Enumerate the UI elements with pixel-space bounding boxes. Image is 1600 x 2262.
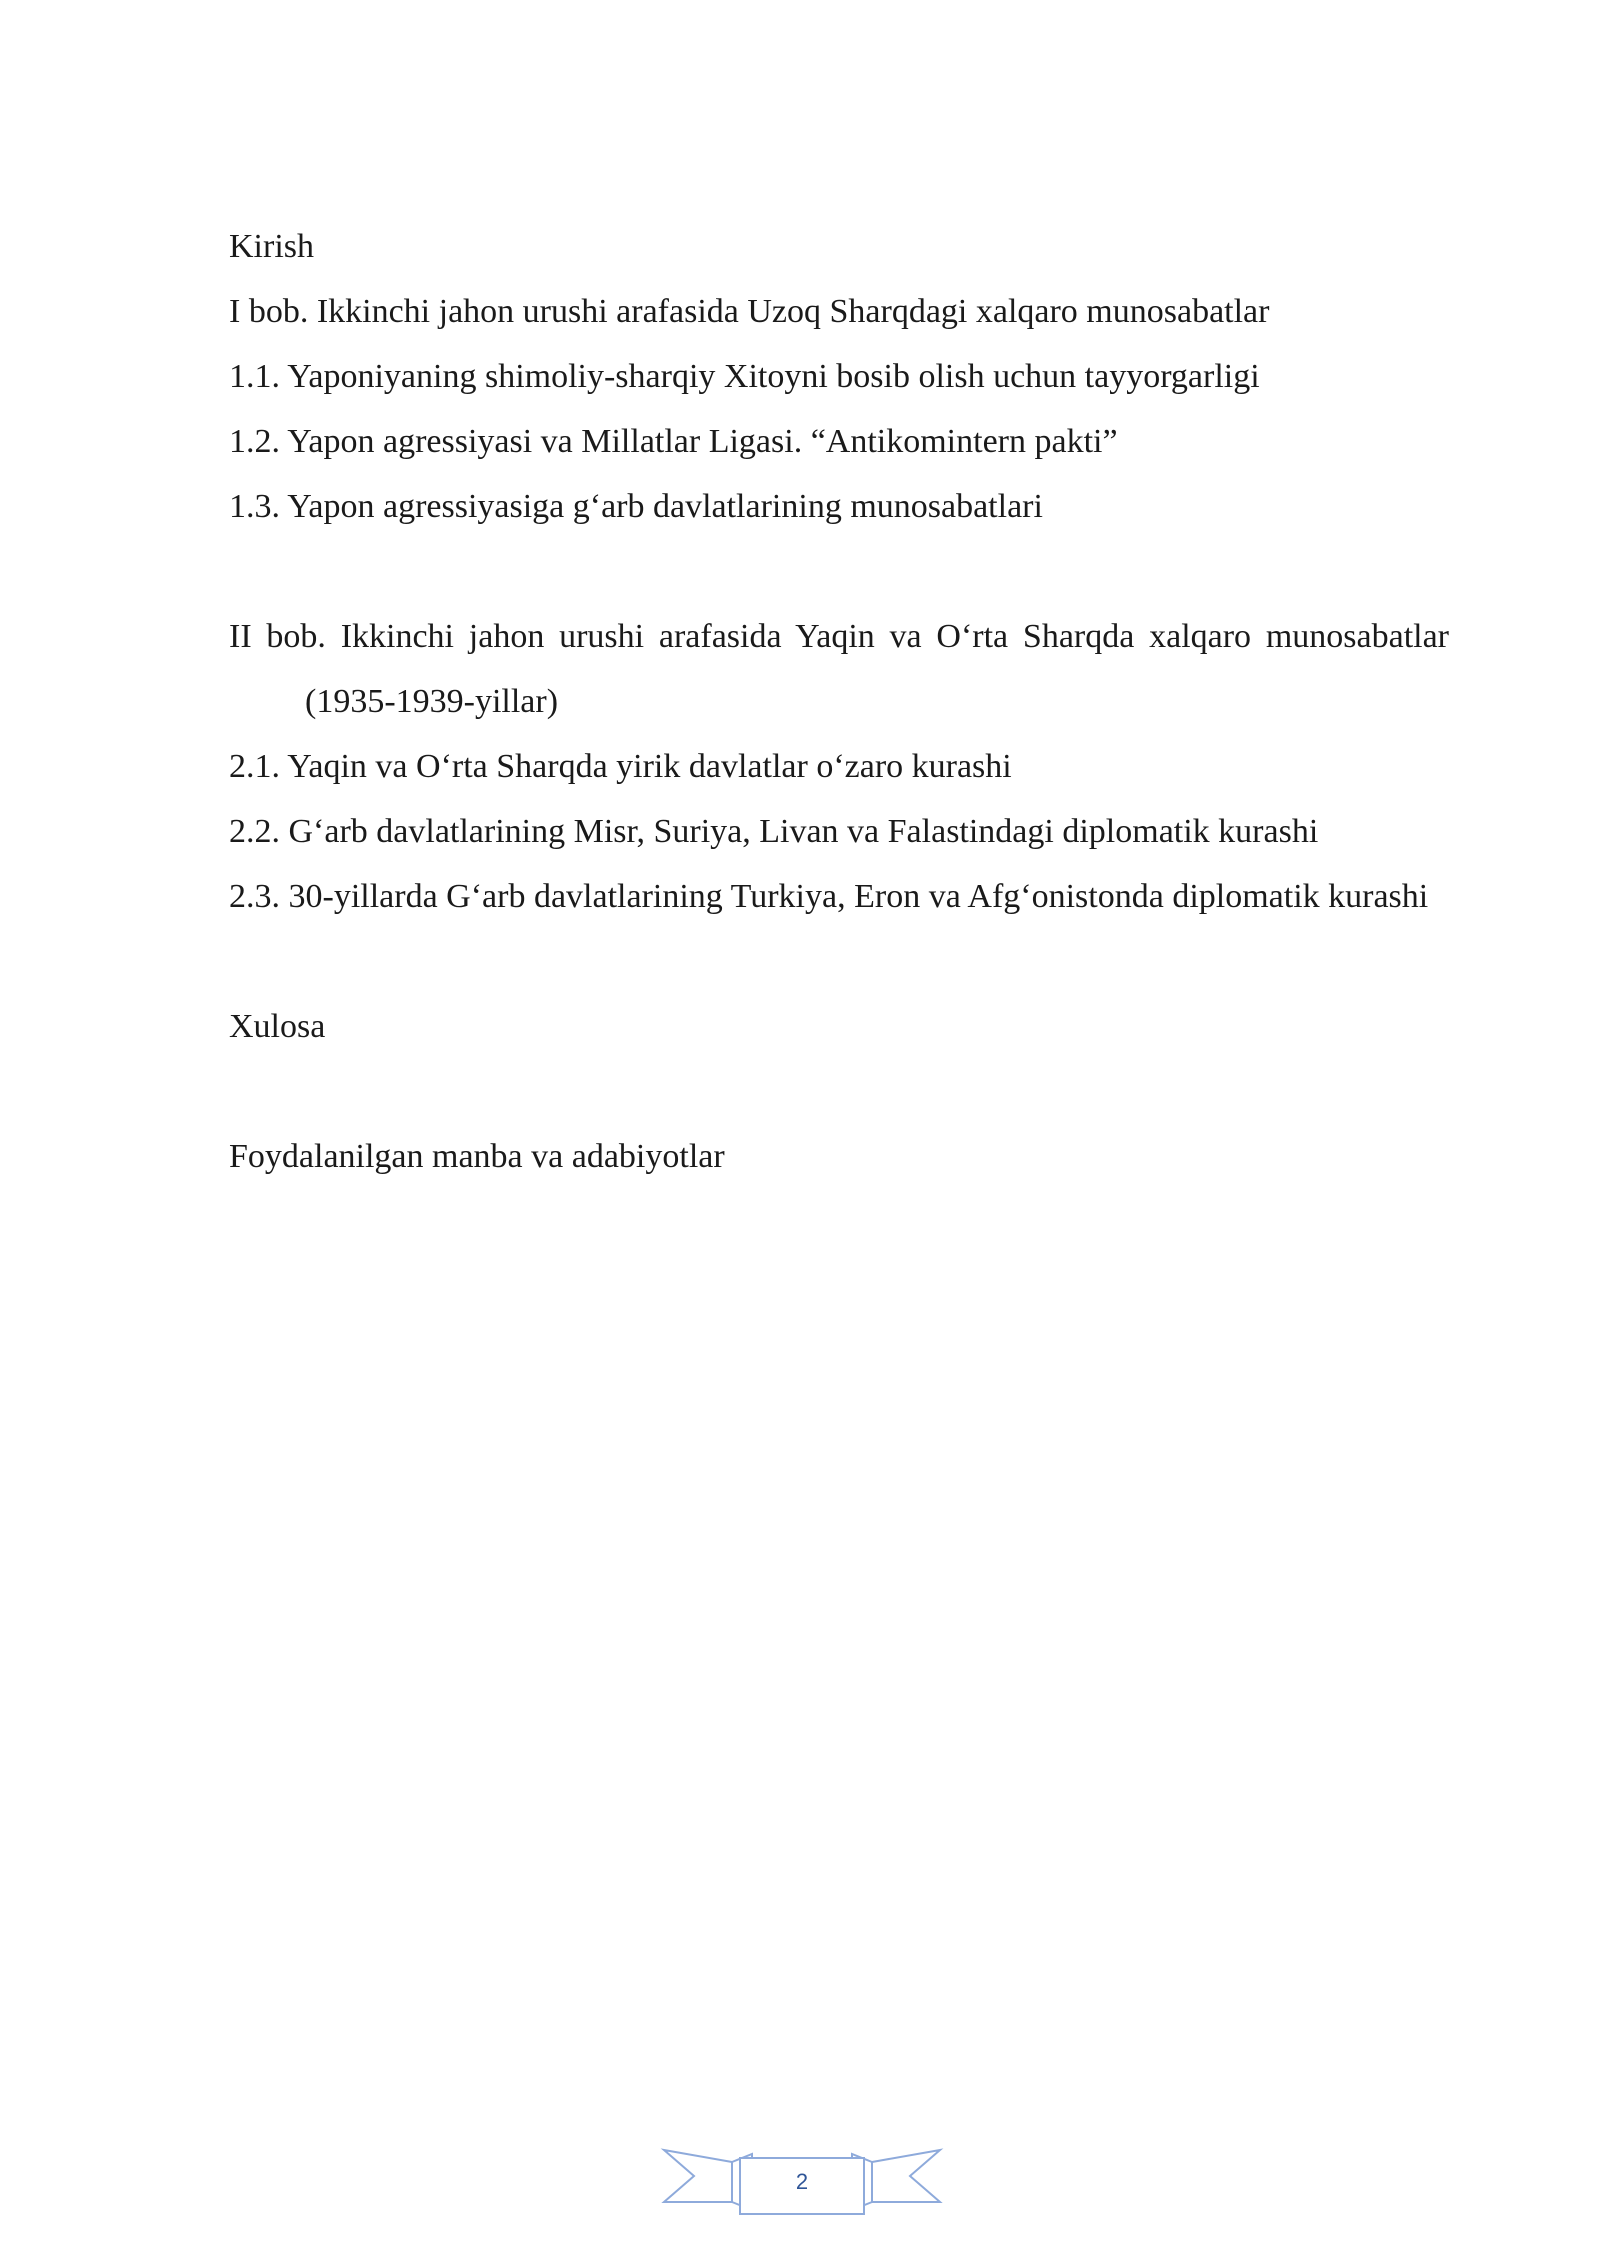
toc-section-1-2: 1.2. Yapon agressiyasi va Millatlar Ligasi. “Antikomintern pakti” bbox=[229, 423, 1118, 460]
toc-chapter-2-title: II bob. Ikkinchi jahon urushi arafasida Yaqin va O‘rta Sharqda xalqaro munosabatlar (1935-1939-yillar) bbox=[229, 618, 1449, 720]
toc-intro: Kirish bbox=[229, 228, 314, 265]
toc-section-2-3: 2.3. 30-yillarda G‘arb davlatlarining Turkiya, Eron va Afg‘onistonda diplomatik kurashi bbox=[229, 878, 1429, 915]
toc-spacer bbox=[229, 1059, 1449, 1124]
toc-spacer bbox=[229, 539, 1449, 604]
toc-section-1-3: 1.3. Yapon agressiyasiga g‘arb davlatlarining munosabatlari bbox=[229, 488, 1043, 525]
toc-chapter-1-title: I bob. Ikkinchi jahon urushi arafasida Uzoq Sharqdagi xalqaro munosabatlar bbox=[229, 293, 1270, 330]
page-footer bbox=[660, 2142, 944, 2222]
page-number: 2 bbox=[795, 2169, 809, 2194]
toc-conclusion: Xulosa bbox=[229, 1008, 326, 1045]
toc-references: Foydalanilgan manba va adabiyotlar bbox=[229, 1138, 725, 1175]
table-of-contents bbox=[229, 214, 1449, 1189]
toc-section-2-2: 2.2. G‘arb davlatlarining Misr, Suriya, Livan va Falastindagi diplomatik kurashi bbox=[229, 813, 1319, 850]
toc-section-1-1: 1.1. Yaponiyaning shimoliy-sharqiy Xitoyni bosib olish uchun tayyorgarligi bbox=[229, 358, 1260, 395]
toc-spacer bbox=[229, 929, 1449, 994]
toc-section-2-1: 2.1. Yaqin va O‘rta Sharqda yirik davlatlar o‘zaro kurashi bbox=[229, 748, 1012, 785]
